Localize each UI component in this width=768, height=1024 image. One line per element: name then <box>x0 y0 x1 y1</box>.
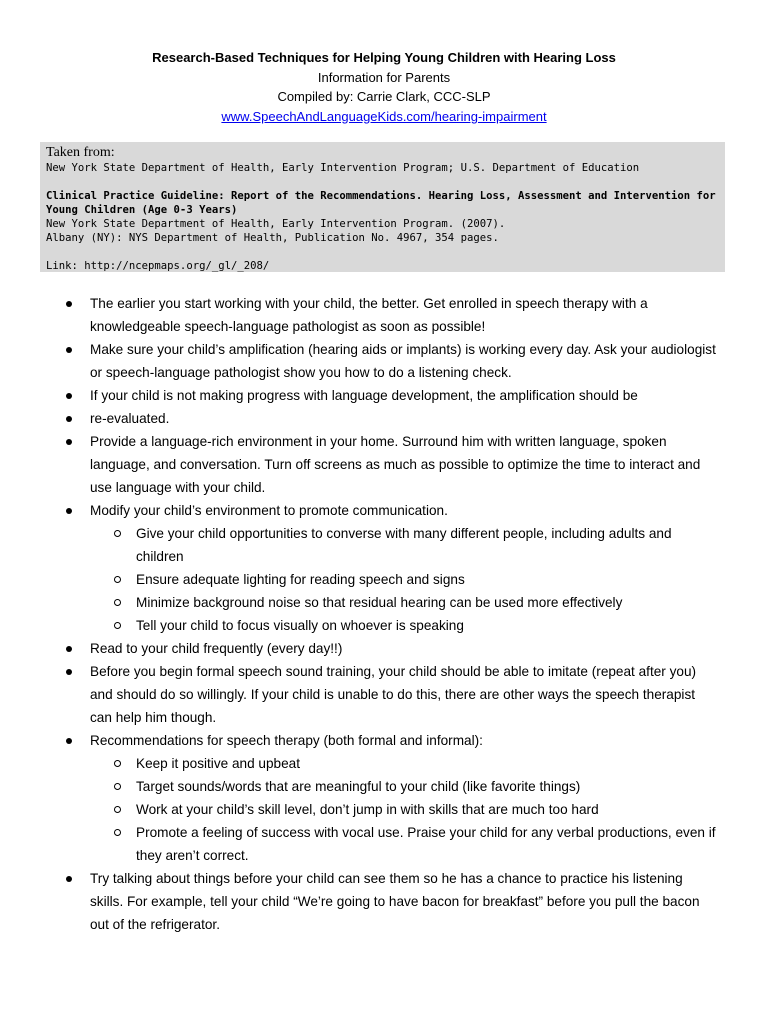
circle-bullet <box>114 576 121 583</box>
sub-list-item <box>90 775 718 798</box>
list-item-text: Make sure your child’s amplification (hearing aids or implants) is working every day. Ask your audiologist or speech-language pathologist show you how to do a listening check. <box>90 342 716 380</box>
sub-list-item <box>90 522 718 568</box>
sub-list-item-text: Promote a feeling of success with vocal use. Praise your child for any verbal productions, even if they aren’t correct. <box>136 825 716 863</box>
taken-from-label: Taken from: <box>46 145 115 160</box>
list-item <box>0 867 768 936</box>
citation-line-1: New York State Department of Health, Early Intervention Program. (2007). <box>46 218 506 230</box>
source-link: Link: http://ncepmaps.org/_gl/_208/ <box>46 260 270 272</box>
bullet-dot <box>66 669 72 675</box>
sub-list-item <box>90 752 718 775</box>
list-item-text: Before you begin formal speech sound training, your child should be able to imitate (repeat after you) and should do so willingly. If your child is unable to do this, there are other ways the speech therapist can help him though. <box>90 664 697 725</box>
list-item <box>0 637 768 660</box>
list-item-text: Provide a language-rich environment in your home. Surround him with written language, spoken language, and conversation. Turn off screens as much as possible to optimize the time to interact and use language with your child. <box>90 434 701 495</box>
list-item <box>0 729 768 867</box>
bullet-dot <box>66 416 72 422</box>
sub-list <box>90 522 718 637</box>
circle-bullet <box>114 829 121 836</box>
sub-list-item <box>90 591 718 614</box>
list-item-text: Read to your child frequently (every day!!) <box>90 641 343 656</box>
list-item <box>0 499 768 637</box>
circle-bullet <box>114 599 121 606</box>
list-item <box>0 292 768 338</box>
document-header <box>0 48 768 126</box>
tips-list <box>0 292 768 936</box>
document-title: Research-Based Techniques for Helping Young Children with Hearing Loss <box>152 50 616 65</box>
list-item-text: The earlier you start working with your child, the better. Get enrolled in speech therapy with a knowledgeable speech-language pathologist as soon as possible! <box>90 296 648 334</box>
bullet-dot <box>66 738 72 744</box>
bullet-dot <box>66 301 72 307</box>
list-item <box>0 430 768 499</box>
sub-list-item-text: Ensure adequate lighting for reading speech and signs <box>136 572 465 587</box>
sub-list-item <box>90 568 718 591</box>
list-item <box>0 660 768 729</box>
sub-list-item-text: Work at your child’s skill level, don’t jump in with skills that are much too hard <box>136 802 599 817</box>
guideline-title: Clinical Practice Guideline: Report of the Recommendations. Hearing Loss, Assessment and Intervention for Young Children (Age 0-3 Years) <box>46 190 716 216</box>
bullet-dot <box>66 347 72 353</box>
citation-line-2: Albany (NY): NYS Department of Health, Publication No. 4967, 354 pages. <box>46 232 499 244</box>
bullet-dot <box>66 439 72 445</box>
sub-list <box>90 752 718 867</box>
bullet-dot <box>66 876 72 882</box>
circle-bullet <box>114 806 121 813</box>
bullet-dot <box>66 393 72 399</box>
list-item <box>0 407 768 430</box>
sub-list-item-text: Target sounds/words that are meaningful to your child (like favorite things) <box>136 779 581 794</box>
sub-list-item <box>90 614 718 637</box>
compiled-by: Compiled by: Carrie Clark, CCC-SLP <box>277 89 491 104</box>
website-link[interactable]: www.SpeechAndLanguageKids.com/hearing-impairment <box>221 108 547 124</box>
list-item <box>0 338 768 384</box>
list-item-text: If your child is not making progress with language development, the amplification should be <box>90 388 638 403</box>
circle-bullet <box>114 530 121 537</box>
circle-bullet <box>114 760 121 767</box>
circle-bullet <box>114 783 121 790</box>
list-item-text: Modify your child’s environment to promote communication. <box>90 503 448 518</box>
sub-list-item-text: Minimize background noise so that residual hearing can be used more effectively <box>136 595 623 610</box>
list-item <box>0 384 768 407</box>
sub-list-item-text: Keep it positive and upbeat <box>136 756 301 771</box>
list-item-text: Try talking about things before your child can see them so he has a chance to practice his listening skills. For example, tell your child “We’re going to have bacon for breakfast” before you pull the bacon out of the refrigerator. <box>90 871 700 932</box>
list-item-text: Recommendations for speech therapy (both formal and informal): <box>90 733 483 748</box>
bullet-dot <box>66 646 72 652</box>
bullet-dot <box>66 508 72 514</box>
sub-list-item-text: Tell your child to focus visually on whoever is speaking <box>136 618 464 633</box>
sub-list-item <box>90 821 718 867</box>
sub-list-item-text: Give your child opportunities to converse with many different people, including adults and children <box>136 526 672 564</box>
source-line: New York State Department of Health, Early Intervention Program; U.S. Department of Education <box>46 162 640 174</box>
circle-bullet <box>114 622 121 629</box>
list-item-text: re-evaluated. <box>90 411 170 426</box>
document-subtitle: Information for Parents <box>317 69 451 85</box>
sub-list-item <box>90 798 718 821</box>
source-box <box>40 142 725 272</box>
